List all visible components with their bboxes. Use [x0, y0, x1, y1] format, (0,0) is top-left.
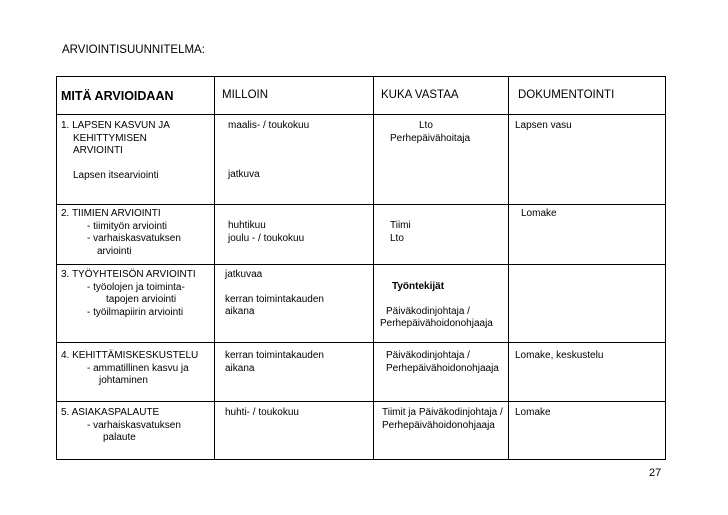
page-number: 27 — [649, 467, 662, 479]
row4-what-line: johtaminen — [99, 375, 148, 386]
header-when: MILLOIN — [222, 89, 269, 101]
row4-when-line: kerran toimintakauden — [225, 350, 324, 361]
row1-who-cell — [374, 115, 509, 205]
row1-documentation-cell — [509, 115, 666, 205]
row3-who-line: Päiväkodinjohtaja / — [386, 305, 470, 317]
row4-who-line: Perhepäivähoidonohjaaja — [386, 362, 499, 374]
row2-what-line: - tiimityön arviointi — [87, 220, 168, 232]
row2-when-cell — [215, 205, 374, 265]
row4-when-line: aikana — [225, 362, 255, 374]
row2-what-line: arviointi — [97, 245, 132, 257]
row2-who-cell — [374, 205, 509, 265]
row1-who-line: Perhepäivähoitaja — [390, 132, 471, 144]
header-documentation-cell — [509, 77, 666, 115]
row1-what-line: KEHITTYMISEN — [73, 132, 147, 144]
row1-what-cell — [57, 115, 215, 205]
row5-documentation-cell — [509, 402, 666, 460]
row2-what-cell — [57, 205, 215, 265]
header-when-cell — [215, 77, 374, 115]
header-who-cell — [374, 77, 509, 115]
header-what-cell — [57, 77, 215, 115]
row1-when-line: jatkuva — [228, 168, 260, 180]
row1-who-line: Lto — [419, 120, 433, 131]
row3-what-line: 3. TYÖYHTEISÖN ARVIOINTI — [61, 269, 196, 280]
row3-when-line: aikana — [225, 306, 255, 317]
row1-what-line: 1. LAPSEN KASVUN JA — [61, 120, 170, 131]
row2-when-line: huhtikuu — [228, 220, 266, 231]
row1-when-cell — [215, 115, 374, 205]
row3-who-line: Työntekijät — [392, 281, 445, 292]
table-row — [57, 265, 666, 343]
table-header-row — [57, 77, 666, 115]
row3-when-cell — [215, 265, 374, 343]
row5-what-line: 5. ASIAKASPALAUTE — [61, 407, 160, 418]
header-what: MITÄ ARVIOIDAAN — [61, 89, 174, 103]
row4-who-cell — [374, 343, 509, 402]
row5-what-line: - varhaiskasvatuksen — [87, 419, 181, 431]
row5-who-line: Tiimit ja Päiväkodinjohtaja / — [382, 407, 503, 418]
row1-documentation-line: Lapsen vasu — [515, 120, 572, 131]
row4-what-line: 4. KEHITTÄMISKESKUSTELU — [61, 350, 199, 361]
row1-when-line: maalis- / toukokuu — [228, 120, 310, 131]
row3-who-line: Perhepäivähoidonohjaaja — [380, 318, 493, 329]
row3-what-line: - työilmapiirin arviointi — [87, 306, 184, 318]
row5-what-cell — [57, 402, 215, 460]
row4-documentation-line: Lomake, keskustelu — [515, 350, 604, 361]
row3-what-line: - työolojen ja toiminta- — [87, 281, 185, 293]
header-documentation: DOKUMENTOINTI — [518, 89, 615, 101]
row1-what-line: Lapsen itsearviointi — [73, 169, 159, 181]
row4-documentation-cell — [509, 343, 666, 402]
row5-who-cell — [374, 402, 509, 460]
row3-who-cell — [374, 265, 509, 343]
table-row — [57, 343, 666, 402]
row3-what-line: tapojen arviointi — [106, 294, 177, 305]
table-row — [57, 402, 666, 460]
header-who: KUKA VASTAA — [381, 89, 459, 101]
table-row — [57, 115, 666, 205]
row2-documentation-cell — [509, 205, 666, 265]
row5-documentation-line: Lomake — [515, 407, 551, 418]
document-title: ARVIOINTISUUNNITELMA: — [62, 44, 205, 56]
row5-when-cell — [215, 402, 374, 460]
row5-when-line: huhti- / toukokuu — [225, 407, 299, 418]
row3-when-line: kerran toimintakauden — [225, 293, 324, 305]
row4-who-line: Päiväkodinjohtaja / — [386, 350, 470, 361]
row3-documentation-cell — [509, 265, 666, 343]
row2-what-line: - varhaiskasvatuksen — [87, 233, 181, 244]
row2-documentation-line: Lomake — [521, 208, 557, 219]
row3-what-cell — [57, 265, 215, 343]
row1-what-line: ARVIOINTI — [73, 145, 123, 156]
table-row — [57, 205, 666, 265]
row2-what-line: 2. TIIMIEN ARVIOINTI — [61, 208, 161, 219]
row4-when-cell — [215, 343, 374, 402]
row2-who-line: Tiimi — [390, 220, 411, 231]
row5-what-line: palaute — [103, 432, 136, 443]
row5-who-line: Perhepäivähoidonohjaaja — [382, 419, 495, 431]
row4-what-cell — [57, 343, 215, 402]
evaluation-plan-table — [56, 76, 666, 460]
row2-when-line: joulu - / toukokuu — [228, 232, 305, 244]
row3-when-line: jatkuvaa — [225, 269, 263, 280]
row2-who-line: Lto — [390, 232, 404, 244]
row4-what-line: - ammatillinen kasvu ja — [87, 362, 189, 374]
